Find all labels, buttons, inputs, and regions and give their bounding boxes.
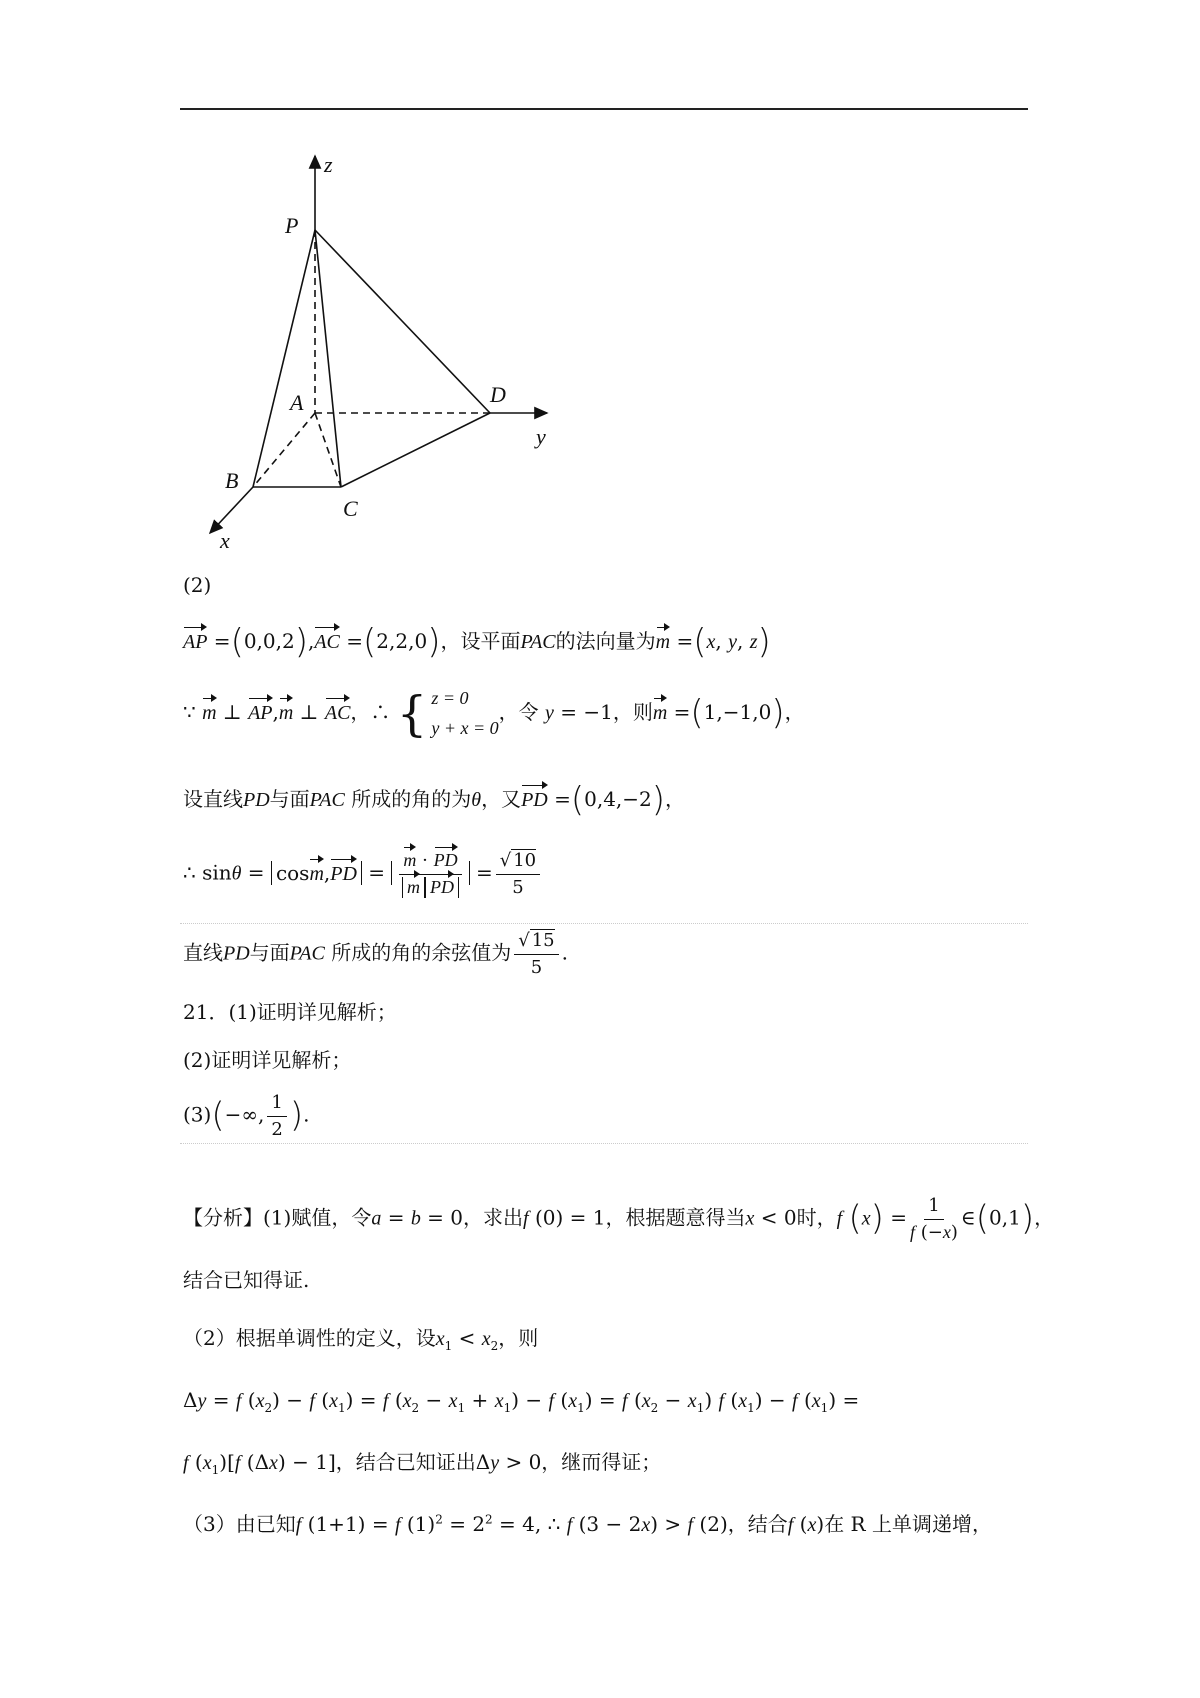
label-P: P	[285, 213, 299, 238]
analysis-line4: f $(x_1)[f$ (Δx) − 1]，结合已知证出Δy > 0，继而得证；	[183, 1450, 662, 1477]
analysis-line2: （2）根据单调性的定义，设$x_1 < x_2$，则	[183, 1326, 539, 1353]
edge-PD	[315, 230, 490, 413]
sol2-line5: 直线PD与面PAC 所成的角的余弦值为 $\frac{√ 15}{5}$ .	[183, 930, 568, 978]
sol2-part-label: (2)	[183, 573, 212, 597]
analysis-line5: （3）由已知f (1+1) = f $(1)^2 = 2^2 = 4$, ∴ f (3 − 2x) > f (2)，结合f (x)在 R 上单调递增，	[183, 1512, 992, 1536]
x-axis	[210, 487, 253, 533]
label-A: A	[290, 390, 304, 415]
sol2-line3: 设直线PD与面PAC 所成的角的为θ，又PD =(0,4,−2)，	[183, 780, 686, 820]
q21-part3: (3)(−∞, $\frac{1}{2}$ ).	[183, 1092, 310, 1140]
header-rule	[180, 108, 1028, 110]
sol2-line1: AP =(0,0,2),AC =(2,2,0)，设平面PAC的法向量为m =(x, y, z)	[183, 622, 771, 662]
dotted-separator-2	[180, 1143, 1028, 1144]
label-C: C	[343, 496, 358, 521]
label-D: D	[490, 382, 506, 407]
sol2-line4: ∴ sinθ = cosm,PD = $\frac{m \cdot PD}{\text{m PD}}$ = $\frac{√ 10}{5}$	[183, 850, 543, 898]
label-y: y	[536, 424, 546, 449]
edge-CD	[341, 413, 490, 487]
sol2-line2: ∵ m ⊥ AP,m ⊥ AC，∴ { z = 0 y + x = 0 ，令 y = −1，则m =(1,−1,0)，	[183, 685, 805, 742]
edge-PB	[253, 230, 315, 487]
pyramid-figure	[190, 150, 570, 550]
q21-head: 21．(1)证明详见解析；	[183, 1000, 397, 1024]
analysis-line3: Δy = f $(x_2) - f$ $(x_1) = f$ $(x_2 - x_1 + x_1) - f$ $(x_1) = f$ $(x_2 - x_1)$ f $(x_1) - f$ $(x_1)$ =	[183, 1388, 860, 1415]
analysis-line1-end: 结合已知得证.	[183, 1268, 310, 1292]
label-x: x	[220, 528, 230, 550]
analysis-line1: 【分析】(1)赋值，令a = b = 0，求出f (0) = 1，根据题意得当x < 0时，f (x) = $\frac{1}{f (-x)}$ ∈(0,1)，	[183, 1195, 1055, 1243]
label-z: z	[324, 152, 333, 177]
q21-part2: (2)证明详见解析；	[183, 1048, 352, 1072]
dotted-separator	[180, 923, 1028, 924]
label-B: B	[225, 468, 239, 493]
